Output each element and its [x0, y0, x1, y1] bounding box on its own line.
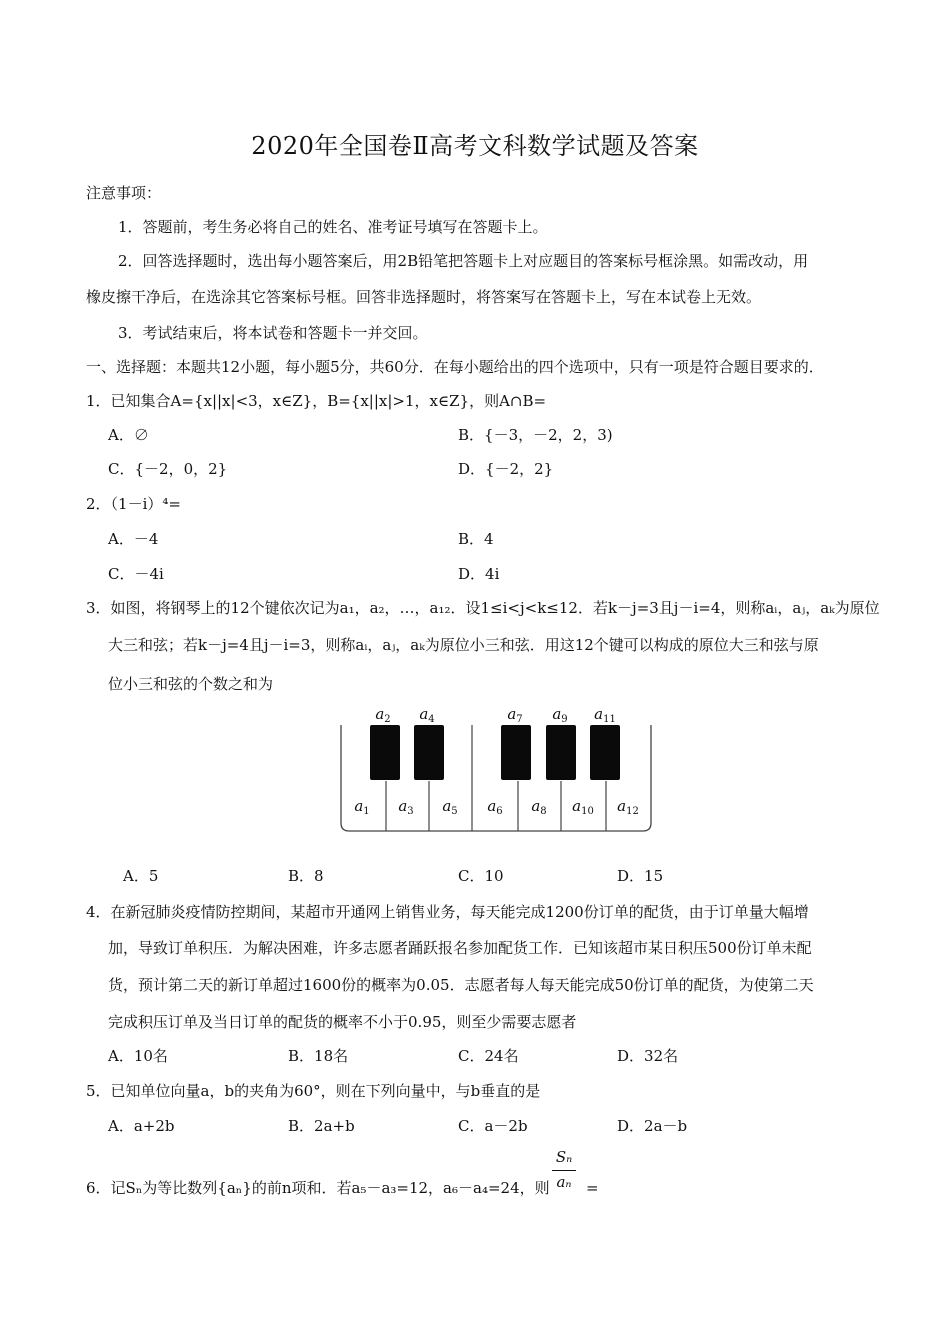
q4-option-b: B．18名 — [288, 1047, 349, 1065]
black-key-a2 — [370, 725, 400, 780]
note-item-2a: 2．回答选择题时，选出每小题答案后，用2B铅笔把答题卡上对应题目的答案标号框涂黑。如需改动，用 — [118, 252, 809, 270]
q4-line-1: 4．在新冠肺炎疫情防控期间，某超市开通网上销售业务，每天能完成1200份订单的配货，由于订单量大幅增 — [86, 903, 809, 921]
q4-line-4: 完成积压订单及当日订单的配货的概率不小于0.95，则至少需要志愿者 — [108, 1013, 577, 1031]
q6-equals: = — [586, 1179, 599, 1197]
black-key-a7 — [501, 725, 531, 780]
black-key-a9 — [546, 725, 576, 780]
piano-keyboard-figure — [338, 703, 656, 833]
label-a8: $a_8$ — [531, 797, 547, 817]
note-item-3: 3．考试结束后，将本试卷和答题卡一并交回。 — [118, 324, 428, 342]
q1-option-c: C．{－2，0，2} — [108, 460, 228, 478]
q2-option-b: B．4 — [458, 530, 494, 548]
q3-line-1: 3．如图，将钢琴上的12个键依次记为a₁，a₂，…，a₁₂．设1≤i<j<k≤12．若k－j=3且j－i=4，则称aᵢ，aⱼ，aₖ为原位 — [86, 599, 880, 617]
black-key-a4 — [414, 725, 444, 780]
q2-option-c: C．－4i — [108, 565, 164, 583]
q5-stem: 5．已知单位向量a，b的夹角为60°，则在下列向量中，与b垂直的是 — [86, 1082, 541, 1100]
label-a10: $a_{10}$ — [572, 797, 594, 817]
label-a6: $a_6$ — [487, 797, 503, 817]
q1-option-d: D．{－2，2} — [458, 460, 554, 478]
black-key-a11 — [590, 725, 620, 780]
q3-option-a: A．5 — [123, 867, 159, 885]
q6-stem: 6．记Sₙ为等比数列{aₙ}的前n项和．若a₅－a₃=12，a₆－a₄=24，则 — [86, 1179, 550, 1197]
q5-option-a: A．a+2b — [108, 1117, 175, 1135]
q5-option-d: D．2a－b — [617, 1117, 688, 1135]
label-a5: $a_5$ — [442, 797, 458, 817]
q6-fraction — [548, 1148, 580, 1193]
label-a7: $a_7$ — [507, 705, 523, 725]
q4-option-c: C．24名 — [458, 1047, 519, 1065]
q6-fraction-numerator: Sₙ — [555, 1148, 573, 1166]
q3-line-3: 位小三和弦的个数之和为 — [108, 675, 274, 693]
q3-option-b: B．8 — [288, 867, 324, 885]
black-keys — [370, 725, 620, 780]
section-heading: 一、选择题：本题共12小题，每小题5分，共60分．在每小题给出的四个选项中，只有一项是符合题目要求的． — [86, 358, 824, 376]
q4-option-a: A．10名 — [108, 1047, 168, 1065]
page-title: 2020年全国卷Ⅱ高考文科数学试题及答案 — [251, 132, 699, 160]
q3-option-c: C．10 — [458, 867, 504, 885]
label-a12: $a_{12}$ — [617, 797, 639, 817]
q4-option-d: D．32名 — [617, 1047, 679, 1065]
q1-option-b: B．{－3，－2，2，3) — [458, 426, 613, 444]
label-a4: $a_4$ — [419, 705, 435, 725]
q2-option-d: D．4i — [458, 565, 500, 583]
label-a2: $a_2$ — [375, 705, 391, 725]
note-item-1: 1．答题前，考生务必将自己的姓名、准考证号填写在答题卡上。 — [118, 218, 548, 236]
q4-line-3: 货，预计第二天的新订单超过1600份的概率为0.05．志愿者每人每天能完成50份订单的配货，为使第二天 — [108, 976, 814, 994]
notes-heading: 注意事项： — [86, 184, 162, 202]
q1-option-a: A．∅ — [108, 426, 149, 444]
q3-option-d: D．15 — [617, 867, 664, 885]
q2-stem: 2．（1－i）⁴= — [86, 495, 181, 513]
q5-option-b: B．2a+b — [288, 1117, 355, 1135]
label-a1: $a_1$ — [354, 797, 370, 817]
note-item-2b: 橡皮擦干净后，在选涂其它答案标号框。回答非选择题时，将答案写在答题卡上，写在本试卷上无效。 — [86, 288, 762, 306]
q1-stem: 1．已知集合A={x||x|<3，x∈Z}，B={x||x|>1，x∈Z}，则A∩B= — [86, 392, 547, 410]
q2-option-a: A．－4 — [108, 530, 159, 548]
q5-option-c: C．a－2b — [458, 1117, 528, 1135]
q4-line-2: 加，导致订单积压．为解决困难，许多志愿者踊跃报名参加配货工作．已知该超市某日积压500份订单未配 — [108, 939, 812, 957]
q6-fraction-denominator: aₙ — [556, 1173, 572, 1191]
label-a11: $a_{11}$ — [594, 705, 616, 725]
q6-fraction-bar — [552, 1170, 576, 1171]
label-a3: $a_3$ — [398, 797, 414, 817]
label-a9: $a_9$ — [552, 705, 568, 725]
q3-line-2: 大三和弦；若k－j=4且j－i=3，则称aᵢ，aⱼ，aₖ为原位小三和弦．用这12个键可以构成的原位大三和弦与原 — [108, 636, 819, 654]
